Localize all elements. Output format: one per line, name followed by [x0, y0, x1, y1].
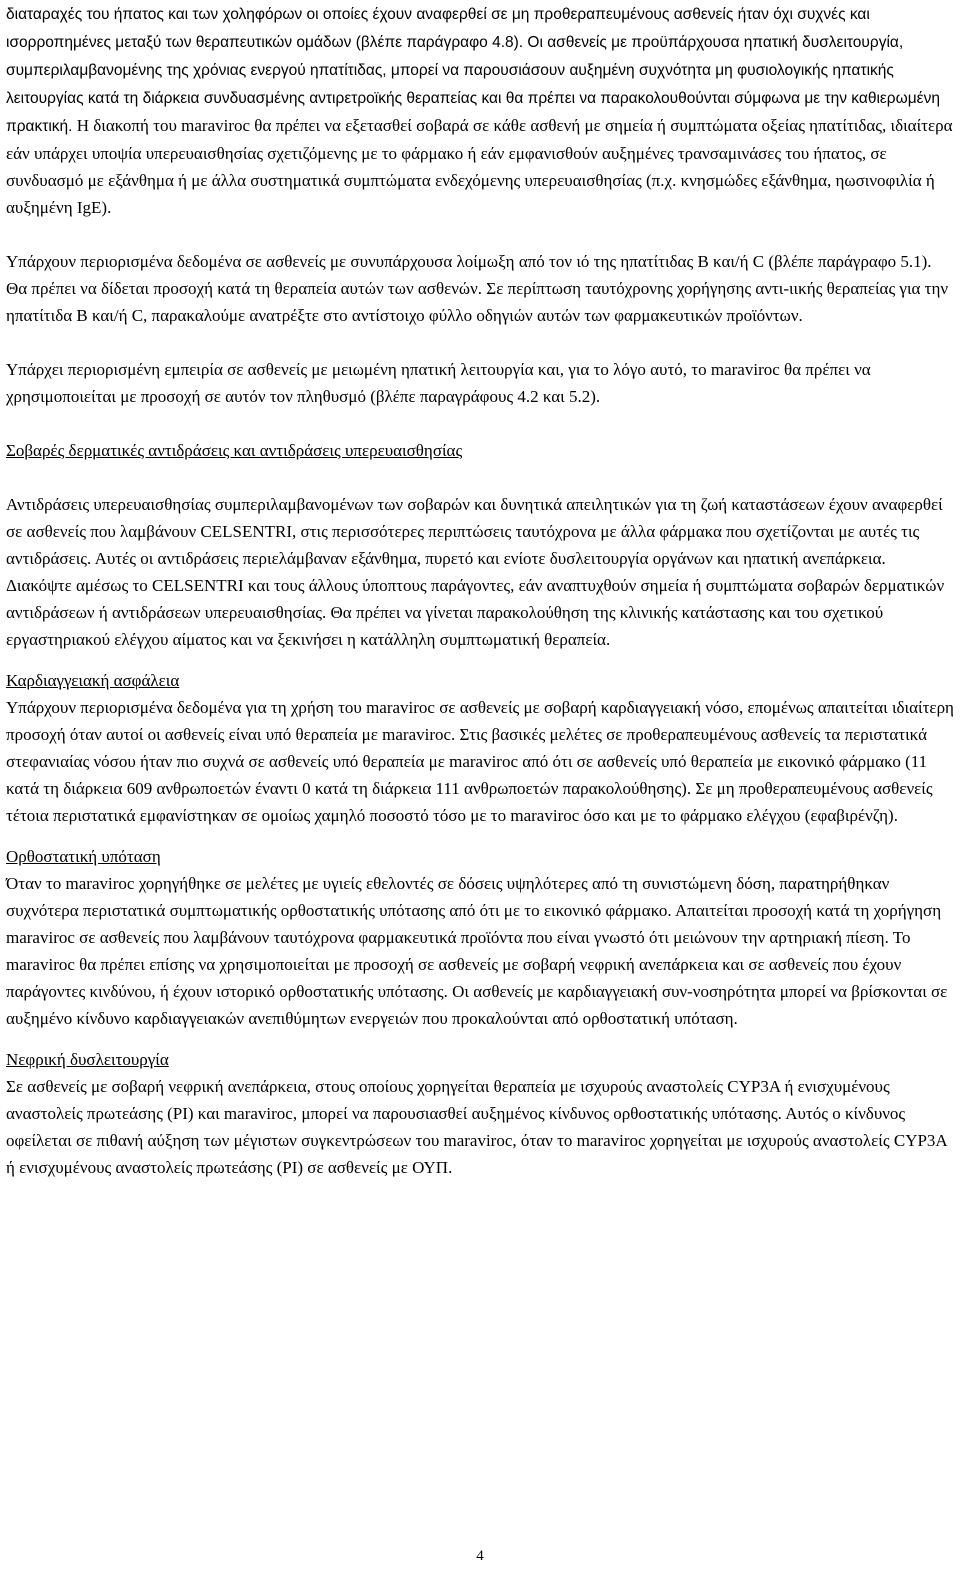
paragraph-cardiovascular: Υπάρχουν περιορισμένα δεδομένα για τη χρήση του maraviroc σε ασθενείς με σοβαρή καρδιαγγειακή νόσο, επομένως απαιτείται ιδιαίτερη προσοχή όταν αυτοί οι ασθενείς είναι υπό θεραπεία με maraviroc. Στις βασικές μελέτες σε προθεραπευμένους ασθενείς τα περιστατικά στεφανιαίας νόσου ήταν πιο συχνά σε ασθενείς υπό θεραπεία με maraviroc από ότι σε ασθενείς υπό θεραπεία με εικονικό φάρμακο (11 κατά τη διάρκεια 609 ανθρωποετών έναντι 0 κατά τη διάρκεια 111 ανθρωποετών παρακολούθησης). Σε μη προθεραπευμένους ασθενείς τέτοια περιστατικά εμφανίστηκαν σε ομοίως χαμηλό ποσοστό τόσο με το maraviroc όσο και με το φάρμακο ελέγχου (εφαβιρένζη).	[6, 698, 954, 825]
spacer	[6, 653, 954, 667]
paragraph-orthostatic: Όταν το maraviroc χορηγήθηκε σε μελέτες με υγιείς εθελοντές σε δόσεις υψηλότερες από τη συνιστώμενη δόση, παρατηρήθηκαν συχνότερα περιστατικά συμπτωματικής ορθοστατικής υπότασης από ότι με το εικονικό φάρμακο. Απαιτείται προσοχή κατά τη χορήγηση maraviroc σε ασθενείς που λαμβάνουν ταυτόχρονα φαρμακευτικά προϊόντα που είναι γνωστό ότι μειώνουν την αρτηριακή πίεση. Το maraviroc θα πρέπει επίσης να χρησιμοποιείται με προσοχή σε ασθενείς με σοβαρή νεφρική ανεπάρκεια και σε ασθενείς που έχουν παράγοντες κινδύνου, ή έχουν ιστορικό ορθοστατικής υπότασης. Οι ασθενείς με καρδιαγγειακή συν-νοσηρότητα μπορεί να βρίσκονται σε αυξημένο κίνδυνο καρδιαγγειακών ανεπιθύμητων ενεργειών που προκαλούνται από ορθοστατική υπόταση.	[6, 874, 948, 1028]
paragraph-liver-disorders	[6, 0, 954, 221]
paragraph-hypersensitivity: Αντιδράσεις υπερευαισθησίας συμπεριλαμβανομένων των σοβαρών και δυνητικά απειλητικών για τη ζωή καταστάσεων έχουν αναφερθεί σε ασθενείς που λαμβάνουν CELSENTRI, στις περισσότερες περιπτώσεις ταυτόχρονα με άλλα φάρμακα που σχετίζονται με αυτές τις αντιδράσεις. Αυτές οι αντιδράσεις περιελάμβαναν εξάνθημα, πυρετό και ενίοτε δυσλειτουργία οργάνων και ηπατική ανεπάρκεια. Διακόψτε αμέσως το CELSENTRI και τους άλλους ύποπτους παράγοντες, εάν αναπτυχθούν σημεία ή συμπτώματα σοβαρών δερματικών αντιδράσεων ή αντιδράσεων υπερευαισθησίας. Θα πρέπει να γίνεται παρακολούθηση της κλινικής κατάστασης και του σχετικού εργαστηριακού ελέγχου αίματος και να ξεκινήσει η κατάλληλη συμπτωματική θεραπεία.	[6, 495, 945, 649]
paragraph-renal: Σε ασθενείς με σοβαρή νεφρική ανεπάρκεια, στους οποίους χορηγείται θεραπεία με ισχυρούς αναστολείς CYP3A ή ενισχυμένους αναστολείς πρωτεάσης (PI) και maraviroc, μπορεί να παρουσιασθεί αυξημένος κίνδυνος ορθοστατικής υπότασης. Αυτός ο κίνδυνος οφείλεται σε πιθανή αύξηση των μέγιστων συγκεντρώσεων του maraviroc, όταν το maraviroc χορηγείται με ισχυρούς αναστολείς CYP3A ή ενισχυμένους αναστολείς πρωτεάσης (PI) σε ασθενείς με ΟΥΠ.	[6, 1077, 947, 1177]
spacer	[6, 464, 954, 491]
heading-cardiovascular-safety: Καρδιαγγειακή ασφάλεια	[6, 671, 180, 690]
paragraph-liver-serif-part: Η διακοπή του maraviroc θα πρέπει να εξετασθεί σοβαρά σε κάθε ασθενή με σημεία ή συμπτώματα οξείας ηπατίτιδας, ιδιαίτερα εάν υπάρχει υποψία υπερευαισθησίας σχετιζόμενης με το φάρμακο ή εάν εμφανισθούν αυξημένες τρανσαμινάσες του ήπατος, σε συνδυασμό με εξάνθημα ή με άλλα συστηματικά συμπτώματα ενδεχόμενης υπερευαισθησίας (π.χ. κνησμώδες εξάνθημα, ηωσινοφιλία ή αυξημένη IgE).	[6, 116, 953, 217]
spacer	[6, 221, 954, 248]
paragraph-liver-sans-part: διαταραχές του ήπατος και των χοληφόρων οι οποίες έχουν αναφερθεί σε μη προθεραπευμένους ασθενείς ήταν όχι συχνές και ισορροπημένες μεταξύ των θεραπευτικών ομάδων (βλέπε παράγραφο 4.8). Οι ασθενείς με προϋπάρχουσα ηπατική δυσλειτουργία, συμπεριλαμβανομένης της χρόνιας ενεργού ηπατίτιδας, μπορεί να παρουσιάσουν αυξημένη συχνότητα μη φυσιολογικής ηπατικής λειτουργίας κατά τη διάρκεια συνδυασμένης αντιρετροϊκής θεραπείας και θα πρέπει να παρακολουθούνται σύμφωνα με την καθιερωμένη πρακτική.	[6, 6, 940, 135]
heading-orthostatic-hypotension: Ορθοστατική υπόταση	[6, 847, 161, 866]
spacer	[6, 410, 954, 437]
document-page	[6, 0, 954, 1181]
heading-skin-hypersensitivity: Σοβαρές δερματικές αντιδράσεις και αντιδράσεις υπερευαισθησίας	[6, 441, 463, 460]
spacer	[6, 329, 954, 356]
spacer	[6, 1032, 954, 1046]
page-number: 4	[476, 1548, 484, 1564]
spacer	[6, 829, 954, 843]
heading-renal-impairment: Νεφρική δυσλειτουργία	[6, 1050, 169, 1069]
paragraph-hepatic-impairment: Υπάρχει περιορισμένη εμπειρία σε ασθενείς με μειωμένη ηπατική λειτουργία και, για το λόγο αυτό, το maraviroc θα πρέπει να χρησιμοποιείται με προσοχή σε αυτόν τον πληθυσμό (βλέπε παραγράφους 4.2 και 5.2).	[6, 360, 871, 406]
paragraph-hepatitis-coinfection: Υπάρχουν περιορισμένα δεδομένα σε ασθενείς με συνυπάρχουσα λοίμωξη από τον ιό της ηπατίτιδας B και/ή C (βλέπε παράγραφο 5.1). Θα πρέπει να δίδεται προσοχή κατά τη θεραπεία αυτών των ασθενών. Σε περίπτωση ταυτόχρονης χορήγησης αντι-ιικής θεραπείας για την ηπατίτιδα Β και/ή C, παρακαλούμε ανατρέξτε στο αντίστοιχο φύλλο οδηγιών αυτών των φαρμακευτικών προϊόντων.	[6, 252, 949, 325]
